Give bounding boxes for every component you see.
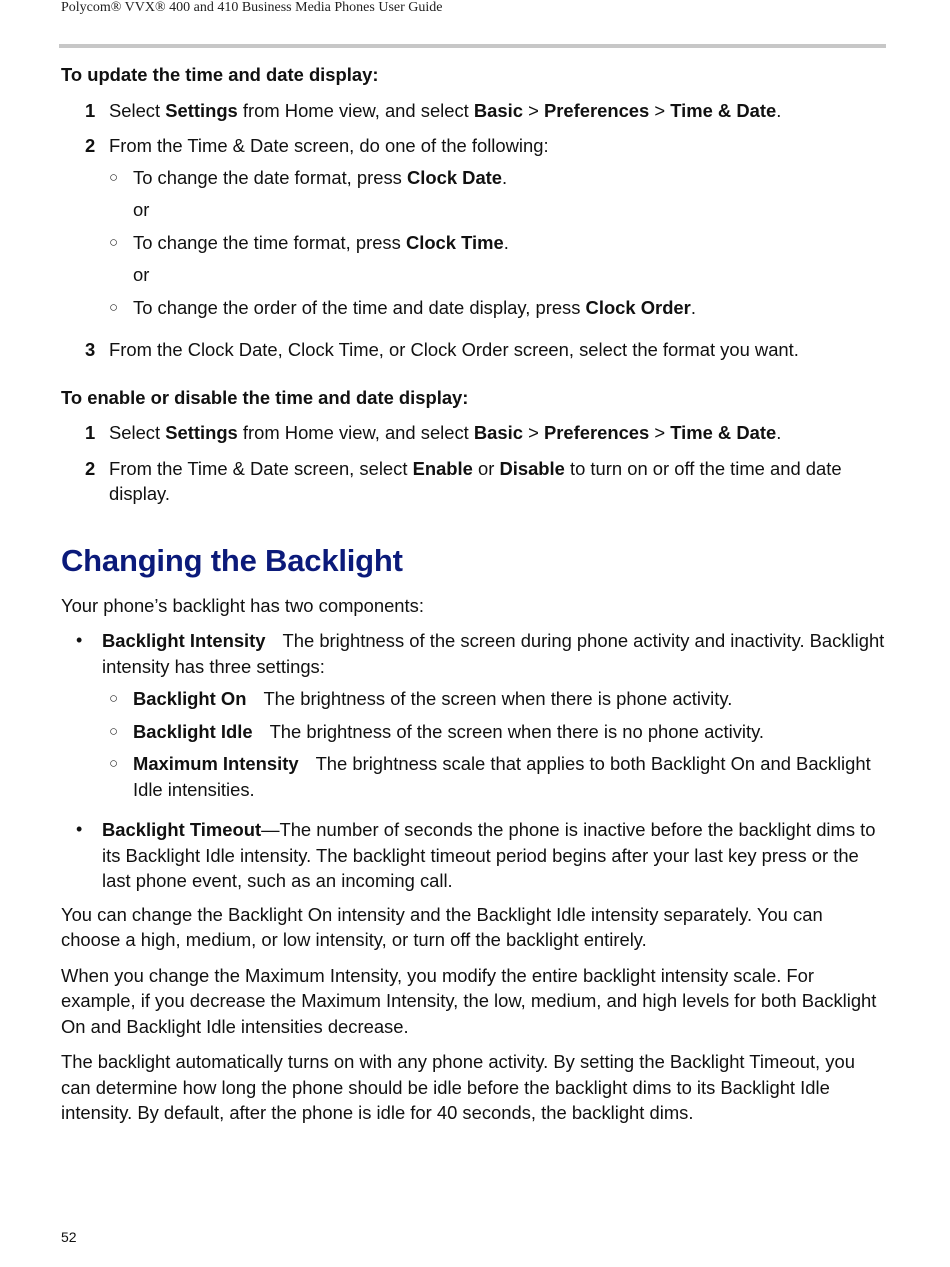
- step-text: From the Clock Date, Clock Time, or Clock Order screen, select the format you want.: [109, 339, 799, 360]
- step-2: [61, 456, 886, 507]
- bullet-icon: •: [76, 819, 83, 839]
- page-content: [61, 62, 886, 1136]
- circle-bullet-icon: ○: [109, 168, 119, 186]
- setting-list: [102, 686, 886, 802]
- option-item: ○ To change the time format, press Clock Time.: [109, 230, 886, 256]
- running-header: Polycom® VVX® 400 and 410 Business Media Phones User Guide: [61, 0, 443, 15]
- paragraph: When you change the Maximum Intensity, you modify the entire backlight intensity scale. For example, if you decrease the Maximum Intensity, the low, medium, and high levels for both Backlight On and Backlight Idle intensities decrease.: [61, 964, 877, 1037]
- circle-bullet-icon: ○: [109, 690, 119, 707]
- step-number: 2: [85, 135, 96, 156]
- term: Backlight Intensity: [102, 630, 266, 651]
- list-item: [61, 628, 886, 809]
- step-1: [61, 420, 886, 446]
- step-number: 3: [85, 339, 96, 360]
- list-item: ○ Backlight Idle The brightness of the screen when there is no phone activity.: [102, 719, 886, 745]
- circle-bullet-icon: ○: [109, 233, 119, 251]
- list-item: ○ Backlight On The brightness of the screen when there is phone activity.: [102, 686, 886, 712]
- step-1: [61, 98, 886, 124]
- header-rule: [59, 44, 886, 48]
- or-separator: or: [133, 264, 150, 285]
- section-heading: Changing the Backlight: [61, 542, 403, 578]
- term-description: The brightness of the screen during phone activity and inactivity. Backlight intensity has three settings:: [102, 630, 885, 677]
- paragraph: You can change the Backlight On intensity and the Backlight Idle intensity separately. You can choose a high, medium, or low intensity, or turn off the backlight entirely.: [61, 903, 823, 950]
- list-item: [61, 817, 886, 894]
- option-item: ○ To change the order of the time and date display, press Clock Order.: [109, 295, 886, 321]
- step-2-intro: From the Time & Date screen, do one of the following:: [109, 135, 549, 156]
- list-item: ○ Maximum Intensity The brightness scale that applies to both Backlight On and Backlight Idle intensities.: [102, 751, 886, 802]
- step-2: [61, 133, 886, 327]
- bullet-icon: •: [76, 630, 83, 650]
- component-list: [61, 628, 886, 894]
- circle-bullet-icon: ○: [109, 298, 119, 316]
- step-text: Select Settings from Home view, and select Basic > Preferences > Time & Date.: [109, 99, 782, 121]
- step-number: 1: [85, 99, 96, 121]
- term: Backlight Timeout: [102, 819, 262, 840]
- term-description: —The number of seconds the phone is inactive before the backlight dims to its Backlight Idle intensity. The backlight timeout period begins after your last key press or the last phone event, such as an incoming call.: [102, 819, 876, 891]
- section-intro: Your phone’s backlight has two components:: [61, 594, 424, 616]
- option-item: ○ To change the date format, press Clock Date.: [109, 165, 886, 191]
- option-list: [109, 165, 886, 321]
- step-text: From the Time & Date screen, select Enable or Disable to turn on or off the time and date display.: [109, 457, 842, 504]
- or-separator: or: [133, 199, 150, 220]
- step-text: [109, 133, 886, 327]
- step-3: [61, 337, 886, 363]
- procedure-title-enable: To enable or disable the time and date display:: [61, 386, 469, 408]
- circle-bullet-icon: ○: [109, 755, 119, 772]
- page-number: 52: [61, 1229, 77, 1245]
- paragraph: The backlight automatically turns on with any phone activity. By setting the Backlight Timeout, you can determine how long the phone should be idle before the backlight dims to its Backlight Idle intensity. By default, after the phone is idle for 40 seconds, the backlight dims.: [61, 1051, 855, 1123]
- procedure-title-update: To update the time and date display:: [61, 64, 379, 85]
- step-number: 2: [85, 457, 96, 479]
- step-number: 1: [85, 422, 96, 443]
- circle-bullet-icon: ○: [109, 722, 119, 740]
- step-text: Select Settings from Home view, and select Basic > Preferences > Time & Date.: [109, 422, 782, 443]
